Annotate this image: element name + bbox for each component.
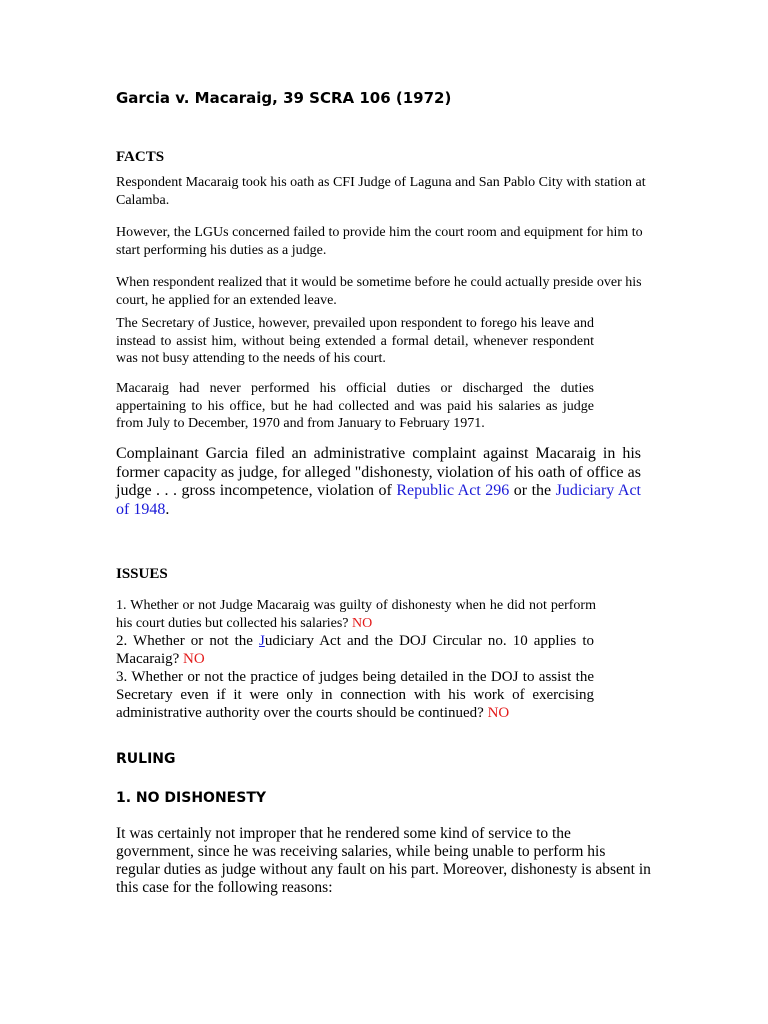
facts-paragraph-6-text: Complainant Garcia filed an administrative complaint against Macaraig in his former capacity as judge, for alleged "dishonesty, violation of his oath of office as judge . . . gross incompetence, violation of <box>116 445 641 499</box>
judiciary-act-letter-link[interactable]: J <box>258 633 265 649</box>
ruling-paragraph-1: It was certainly not improper that he rendered some kind of service to the government, since he was receiving salaries, while being unable to perform his regular duties as judge without any fault on his part. Moreover, dishonesty is absent in this case for the following reasons: <box>116 825 651 896</box>
judiciary-act-link[interactable]: Judiciary Act of 1948 <box>116 482 641 518</box>
facts-heading: FACTS <box>116 149 165 165</box>
facts-paragraph-6-end: . <box>165 500 170 518</box>
issue-2-text: 2. Whether or not the <box>116 633 259 649</box>
facts-paragraph-3: When respondent realized that it would be sometime before he could actually preside over his court, he applied for an extended leave. <box>116 275 642 308</box>
facts-paragraph-1: Respondent Macaraig took his oath as CFI Judge of Laguna and San Pablo City with station at Calamba. <box>116 175 646 208</box>
issue-2-answer: NO <box>183 651 205 667</box>
facts-paragraph-4: The Secretary of Justice, however, prevailed upon respondent to forego his leave and instead to assist him, without being extended a formal detail, whenever respondent was not busy attending to the needs of his court. <box>116 316 594 366</box>
issue-2 <box>116 632 594 668</box>
facts-paragraph-6 <box>116 445 641 519</box>
issue-1 <box>116 597 596 632</box>
issue-1-text: 1. Whether or not Judge Macaraig was guilty of dishonesty when he did not perform his court duties but collected his salaries? <box>116 598 596 631</box>
issue-3 <box>116 668 594 722</box>
issue-1-answer: NO <box>352 615 373 631</box>
case-title: Garcia v. Macaraig, 39 SCRA 106 (1972) <box>116 89 452 107</box>
issues-heading: ISSUES <box>116 566 168 582</box>
facts-paragraph-2: However, the LGUs concerned failed to provide him the court room and equipment for him to start performing his duties as a judge. <box>116 225 643 258</box>
issue-3-answer: NO <box>487 705 510 721</box>
republic-act-296-link[interactable]: Republic Act 296 <box>396 482 510 499</box>
issue-2-text-cont: udiciary Act and the DOJ Circular no. 10 applies to Macaraig? <box>116 633 595 667</box>
ruling-heading: RULING <box>116 751 176 767</box>
facts-paragraph-6-mid: or the <box>509 482 556 499</box>
ruling-subheading: 1. NO DISHONESTY <box>116 790 267 806</box>
issue-3-text: 3. Whether or not the practice of judges being detailed in the DOJ to assist the Secretary even if it were only in connection with his work of exercising administrative authority over the courts should be continued? <box>116 669 594 721</box>
facts-paragraph-5: Macaraig had never performed his official duties or discharged the duties appertaining to his office, but he had collected and was paid his salaries as judge from July to December, 1970 and from January to February 1971. <box>116 381 594 431</box>
